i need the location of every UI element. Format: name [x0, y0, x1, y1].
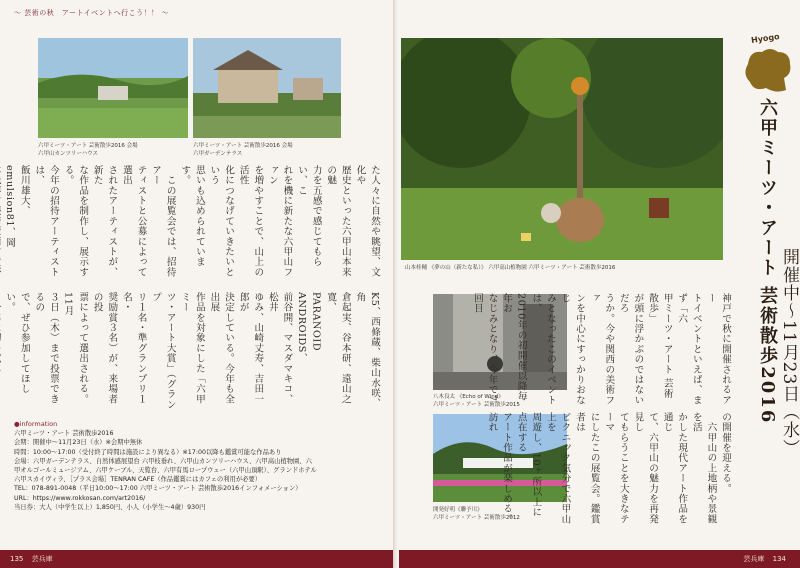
text-column: を増やすことで、山上の活性 — [237, 165, 264, 278]
footer-left — [0, 550, 393, 568]
photo-garden-terrace — [193, 38, 341, 138]
text-column: 六甲山の上地柄や景観を活 — [690, 412, 717, 525]
text-column: PARANOID ANDROIDS、 — [296, 292, 322, 364]
caption-main-sculpture: 山本桂輔 《夢の山（新たな私）》 六甲高山植物園 六甲ミーツ・アート 芸術散歩2016 — [405, 265, 616, 271]
text-column: ３日（木）まで投票できるの — [33, 292, 59, 405]
text-column: リ１名・準グランプリ１名・ — [120, 292, 147, 405]
text-column: 2010年の初開催以降毎年お — [501, 293, 527, 402]
photo-main-sculpture — [401, 38, 723, 260]
text-column: 今年の招待アーティストは、 — [33, 165, 59, 278]
info-line: URL：https://www.rokkosan.com/art2016/ — [14, 494, 146, 502]
text-column: れを機に新たな六甲山ファン — [266, 165, 293, 278]
text-column — [0, 292, 2, 412]
text-column: 飯川雄大、emulsion81、岡 — [4, 165, 30, 248]
info-line: 時間：10:00〜17:00（受付終了時間は施設により異なる）※17:00以降も鑑賞可能な作品あり — [14, 448, 282, 456]
text-column: 神戸で秋に開催されるアー — [705, 293, 731, 406]
article-title: 六甲ミーツ・アート 芸術散歩2016 — [757, 98, 778, 425]
text-column: 力を五感で感じてもらい、こ — [296, 165, 322, 267]
text-column: 前谷開、マスダマキコ、松井 — [266, 292, 293, 405]
text-column: 作品を対象にした「六甲ミー — [179, 292, 205, 405]
text-column: の開催を迎える。 — [720, 412, 731, 494]
information-box: ●information 六甲ミーツ・アート 芸術散歩2016 会期：開催中〜11月23日（水）※会期中無休 時間：10:00〜17:00（受付終了時間は施設により異なる）※17:00以降も鑑賞可能な作品あり 会場：六甲ガーデンテラス、自然体感展望台 六甲枝垂れ、六甲山カンツリーハウス、六甲高山植物園、六 甲オルゴールミュージアム、六甲ケーブル、天覧台、六甲有馬ロープウェー（六甲山頂駅）、グランドホテル 六甲スカイヴィラ、［プラス会場］TENRAN CAFE（作品鑑賞にはカフェの利用が必要） TEL：078-891-0048（平日10:00〜17:00 六甲ミーツ・アート 芸術散歩2016インフォメーション） URL：https://www.rokkosan.com/art2016/ 当日券：大人（中学生以上）1,850円、小人（小学生〜4歳）930円 — [14, 420, 384, 512]
left-article-body-top — [0, 165, 381, 285]
article-subtitle: 開催中〜11月23日（水） — [779, 248, 799, 458]
text-column: 甲ミーツ・アート 芸術散歩」 — [647, 293, 673, 399]
section-header: 〜 芸術の秋 アートイベントへ行こう！！ 〜 — [14, 9, 169, 17]
page-number-left: 135 — [10, 555, 24, 563]
right-page — [397, 0, 800, 568]
caption-kaihatsu-work: 開発好明《聯予川》 六甲ミーツ・アート 芸術散歩2012 — [433, 507, 520, 521]
text-column: が頭に浮かぶのではないだろ — [617, 293, 644, 406]
text-column: 思いも込められています。 — [179, 165, 205, 267]
caption-garden-terrace: 六甲ミーツ・アート 芸術散歩2016 会場 六甲ガーデンテラス — [193, 143, 293, 157]
text-column: かした現代アート作品を通じ — [661, 412, 688, 525]
magazine-label-left: 芸兵庫 — [31, 555, 53, 563]
text-column: K5、西條蔵、柴山水咲、角 — [354, 292, 380, 409]
text-column: ツ・アート大賞」（グランプ — [150, 292, 176, 410]
left-page — [0, 0, 395, 568]
text-column: ピクニック気分で六甲山上を — [544, 412, 571, 525]
text-column: ティストと公募によって選出 — [120, 165, 147, 278]
hyogo-map-icon — [740, 44, 796, 96]
text-column: 奨励賞３名）が、来場者の投 — [91, 292, 118, 405]
text-column: で、ぜひ参加してほしい。 — [4, 292, 30, 394]
text-column: されたアーティストが、新た — [91, 165, 118, 278]
info-line: TEL：078-891-0048（平日10:00〜17:00 六甲ミーツ・アート 芸術散歩2016インフォメーション） — [14, 485, 302, 493]
text-column: トイベントといえば、まず「六 — [676, 293, 702, 406]
text-column: て、六甲山の魅力を再発見し — [632, 412, 659, 525]
info-line: 六甲ミーツ・アート 芸術散歩2016 — [14, 430, 114, 438]
text-column: てもらうことを大きなテーマ — [603, 412, 629, 525]
text-column: みとなったこのイベントは、 — [530, 293, 556, 406]
text-column: この展覧会では、招待アー — [150, 165, 176, 278]
footer-right — [399, 550, 800, 568]
text-column: なじみとなり、今年で7回目 — [471, 293, 498, 402]
caption-country-house: 六甲ミーツ・アート 芸術散歩2016 会場 六甲山カンツリーハウス — [38, 143, 138, 157]
text-column — [0, 165, 2, 285]
text-column: うか。今や関西の美術ファ — [588, 293, 615, 406]
text-column: 決定している。今年も全出展 — [208, 292, 235, 405]
info-line: 会期：開催中〜11月23日（水）※会期中無休 — [14, 439, 143, 447]
info-line: 当日券：大人（中学生以上）1,850円、小人（小学生〜4歳）930円 — [14, 503, 206, 511]
text-column: 歴史といった六甲山本来の魅 — [325, 165, 351, 278]
text-column: 化につなげていきたいという — [208, 165, 235, 278]
text-column: た人々に自然や眺望、文化や — [354, 165, 380, 278]
text-column: にしたこの展覧会。鑑賞者は — [574, 412, 600, 525]
info-line: 甲オルゴールミュージアム、六甲ケーブル、天覧台、六甲有馬ロープウェー（六甲山頂駅）、グランドホテル — [14, 467, 317, 475]
text-column: ゆみ、山崎丈寿、吉田一郎が — [237, 292, 264, 405]
text-column: 票によって選出される。11月 — [62, 292, 89, 405]
photo-country-house — [38, 38, 188, 138]
text-column: アート作品が楽しめる。訪れ — [486, 412, 513, 525]
right-article-body-top — [469, 293, 732, 408]
text-column: ンを中心にすっかりおなじ — [559, 293, 586, 406]
page-number-right: 134 — [772, 555, 786, 563]
caption-echo-of-wind: 八木良太 《Echo of Wind》 六甲ミーツ・アート 芸術散歩2015 — [433, 394, 520, 408]
right-article-body-bottom — [484, 412, 732, 527]
hyogo-label: Hyogo — [750, 32, 781, 45]
info-line: 六甲スカイヴィラ、［プラス会場］TENRAN CAFE（作品鑑賞にはカフェの利用が必要） — [14, 476, 262, 484]
text-column: 周遊し、10ヶ所以上に点在する — [515, 412, 542, 518]
left-article-body-bottom — [0, 292, 381, 412]
text-column: 倉起実、谷本研、遠山之寛、 — [325, 292, 351, 405]
magazine-label-right: 芸兵庫 — [743, 555, 765, 563]
text-column: な作品を制作し、展示する。 — [62, 165, 89, 278]
info-line: 会場：六甲ガーデンテラス、自然体感展望台 六甲枝垂れ、六甲山カンツリーハウス、六甲高山植物園、六 — [14, 457, 312, 465]
